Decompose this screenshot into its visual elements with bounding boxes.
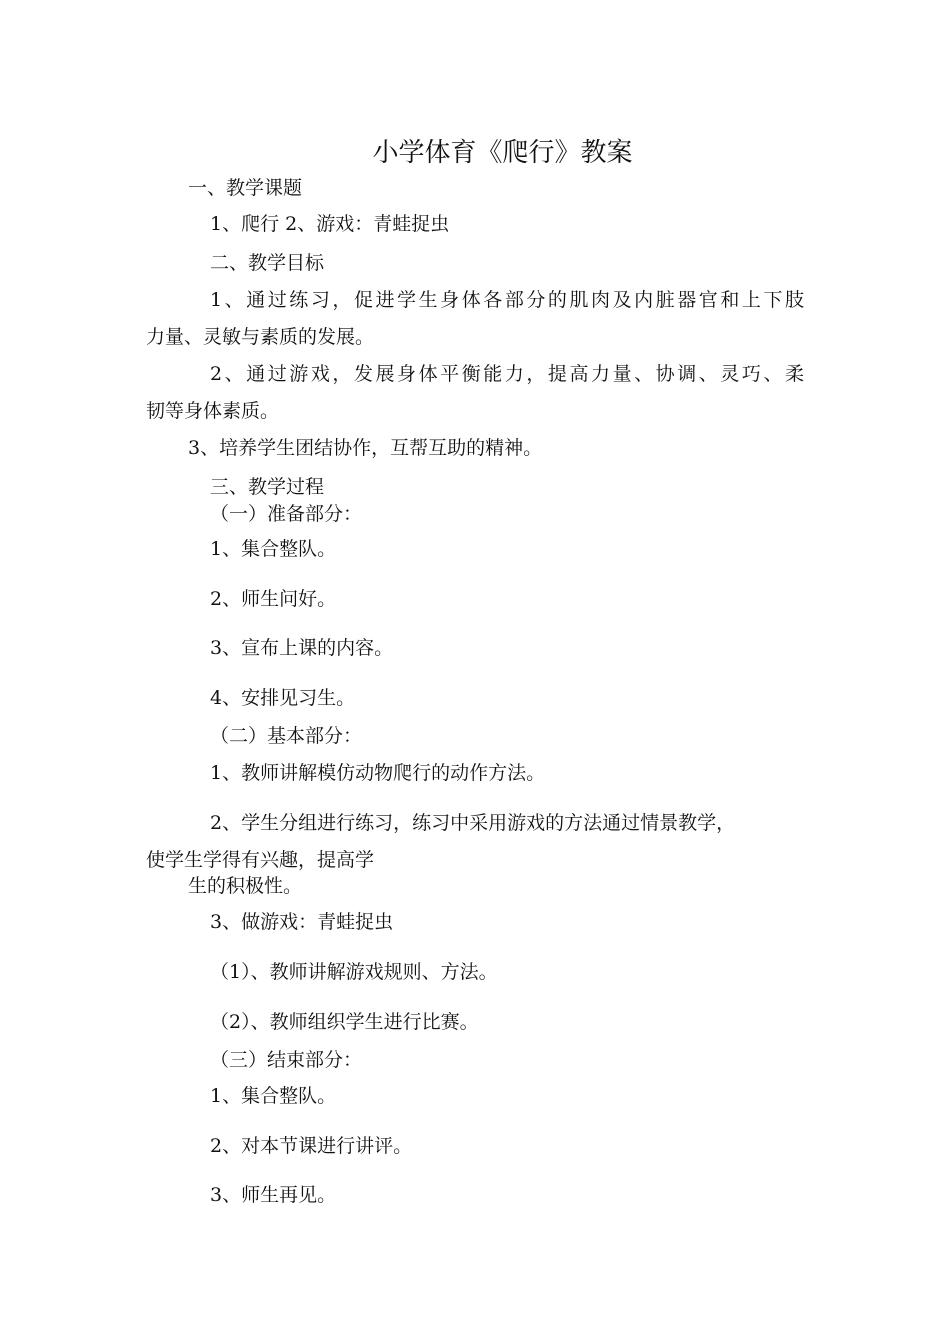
end-item: 2、对本节课进行讲评。: [210, 1135, 413, 1157]
section-heading-process: 三、教学过程: [210, 476, 325, 498]
goal-1-line-1: 1、通过练习，促进学生身体各部分的肌肉及内脏器官和上下肢: [210, 289, 804, 311]
document-title: 小学体育《爬行》教案: [372, 138, 633, 168]
prep-heading: （一）准备部分：: [210, 503, 363, 525]
end-heading: （三）结束部分：: [210, 1049, 363, 1071]
goal-1-line-2: 力量、灵敏与素质的发展。: [146, 326, 375, 348]
section-heading-topic: 一、教学课题: [188, 177, 303, 199]
basic-item-2-line-1: 2、学生分组进行练习，练习中采用游戏的方法通过情景教学，: [210, 812, 736, 834]
prep-item: 3、宣布上课的内容。: [210, 637, 394, 659]
end-item: 3、师生再见。: [210, 1184, 337, 1206]
prep-item: 4、安排见习生。: [210, 687, 356, 709]
prep-item: 1、集合整队。: [210, 538, 337, 560]
goal-3-line: 3、培养学生团结协作，互帮互助的精神。: [188, 437, 543, 459]
topic-line: 1、爬行 2、游戏：青蛙捉虫: [210, 213, 450, 235]
basic-sub-item: （2）、教师组织学生进行比赛。: [210, 1011, 479, 1033]
basic-item-2-line-2: 使学生学得有兴趣，提高学: [146, 849, 375, 871]
prep-item: 2、师生问好。: [210, 588, 337, 610]
basic-heading: （二）基本部分：: [210, 725, 363, 747]
basic-item-1: 1、教师讲解模仿动物爬行的动作方法。: [210, 762, 546, 784]
end-item: 1、集合整队。: [210, 1085, 337, 1107]
basic-item-2-line-3: 生的积极性。: [188, 875, 303, 897]
goal-2-line-1: 2、通过游戏，发展身体平衡能力，提高力量、协调、灵巧、柔: [210, 363, 804, 385]
goal-2-line-2: 韧等身体素质。: [146, 400, 280, 422]
section-heading-goals: 二、教学目标: [210, 252, 325, 274]
basic-sub-item: （1）、教师讲解游戏规则、方法。: [210, 961, 498, 983]
basic-item-3: 3、做游戏：青蛙捉虫: [210, 911, 394, 933]
